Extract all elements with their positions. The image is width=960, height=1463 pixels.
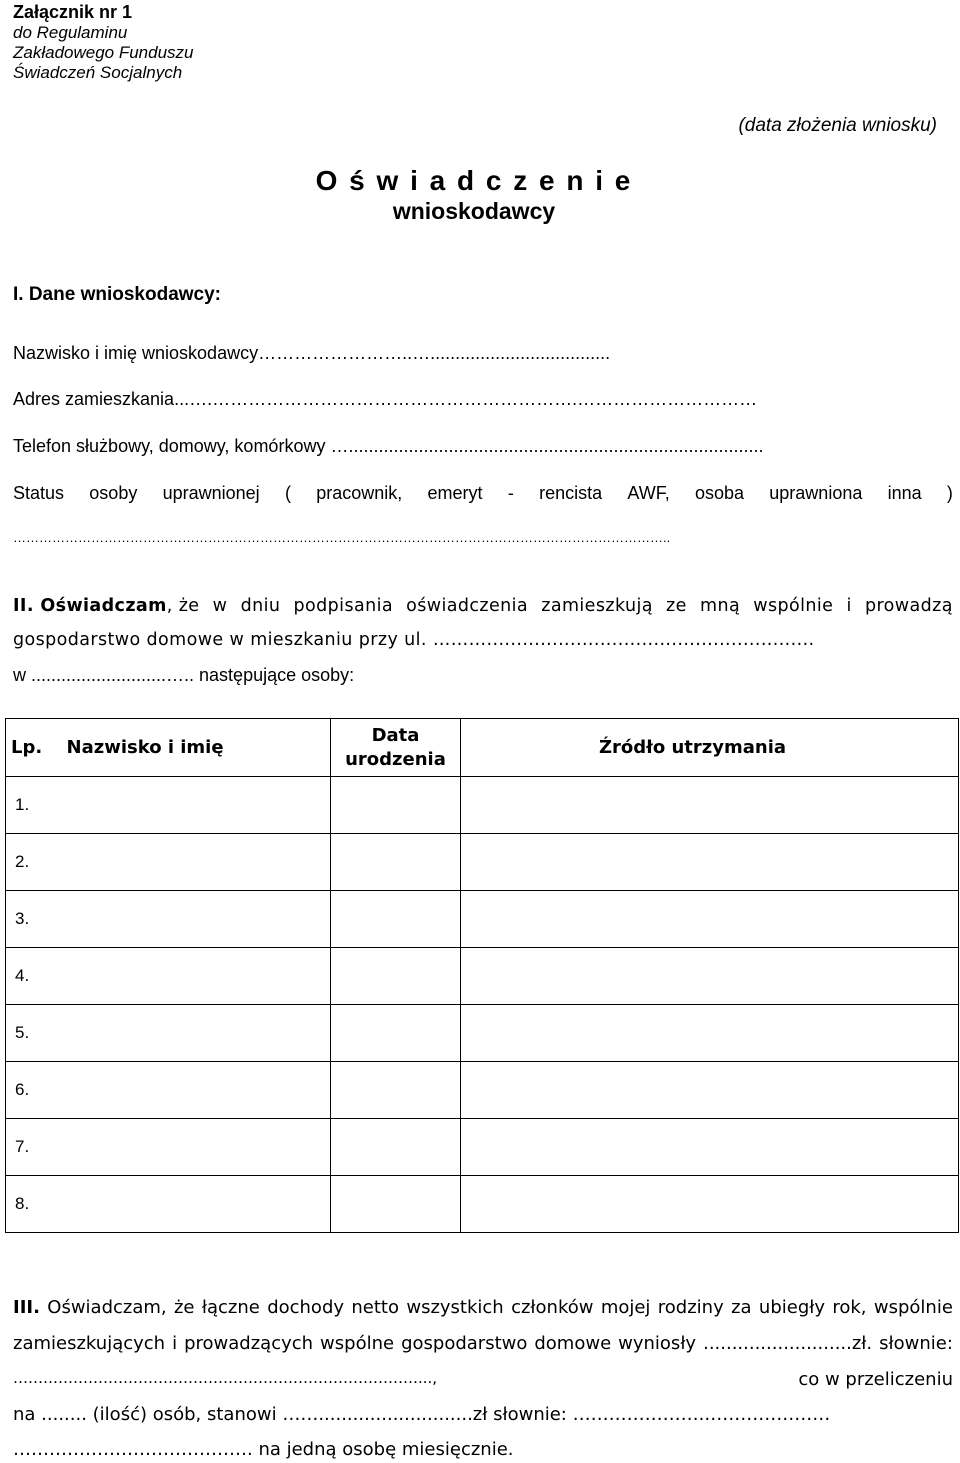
status-word: uprawniona: [769, 483, 863, 503]
s3-word: domowe: [534, 1333, 612, 1354]
s3-word: słownie:: [879, 1333, 953, 1354]
benefits-line: Świadczeń Socjalnych: [13, 63, 183, 82]
s2-word: wspólnie: [753, 596, 834, 616]
table-row: [6, 948, 959, 1005]
s3-word: gospodarstwo: [401, 1333, 528, 1354]
dob-cell[interactable]: [331, 1062, 461, 1119]
address-field[interactable]: Adres zamieszkania...….…………………………………………………….…………………………: [13, 389, 758, 409]
per-capita-text: co w przeliczeniu: [798, 1369, 953, 1390]
s3-word: wyniosły: [618, 1333, 697, 1354]
s3-word: zamieszkujących: [13, 1333, 166, 1354]
table-row: [6, 1005, 959, 1062]
status-word: (: [284, 483, 291, 503]
s2-word: ze: [666, 596, 687, 616]
name-cell[interactable]: [58, 1005, 331, 1062]
document-title: O ś w i a d c z e n i e: [315, 165, 633, 196]
regulation-line: do Regulaminu: [13, 23, 128, 42]
col-header-name: Nazwisko i imię: [58, 719, 331, 777]
table-header-row: [6, 719, 959, 777]
status-word: uprawnionej: [162, 483, 260, 503]
row-number: 7.: [6, 1119, 58, 1176]
attachment-number: Załącznik nr 1: [13, 2, 133, 22]
status-word: emeryt: [427, 483, 483, 503]
table-row: [6, 1062, 959, 1119]
s3-word: za: [731, 1297, 752, 1318]
section-2-line-1: [13, 596, 953, 616]
persons-count-field[interactable]: na ........ (ilość) osób, stanowi ……...........................zł słownie: ………………….…………………: [13, 1404, 831, 1425]
s3-word: netto: [351, 1297, 399, 1318]
status-word: inna: [887, 483, 922, 503]
s2-word: i: [846, 596, 852, 616]
date-label: (data złożenia wniosku): [738, 115, 937, 136]
section-3-heading: III.: [13, 1297, 40, 1318]
name-cell[interactable]: [58, 891, 331, 948]
col-header-income: Źródło utrzymania: [461, 719, 959, 777]
table-row: [6, 834, 959, 891]
section-1-heading: I. Dane wnioskodawcy:: [13, 284, 221, 305]
s2-word: oświadczenia: [406, 596, 529, 616]
fund-line: Zakładowego Funduszu: [13, 43, 194, 62]
s2-word: dniu: [240, 596, 281, 616]
applicant-name-field[interactable]: Nazwisko i imię wnioskodawcy……………………..…....................................: [13, 343, 611, 363]
status-word: osoba: [694, 483, 745, 503]
status-word: pracownik,: [316, 483, 403, 503]
name-cell[interactable]: [58, 948, 331, 1005]
name-cell[interactable]: [58, 1119, 331, 1176]
dob-cell[interactable]: [331, 1005, 461, 1062]
income-cell[interactable]: [461, 891, 959, 948]
s3-word: ubiegły: [758, 1297, 826, 1318]
section-3-line-1: [13, 1297, 953, 1318]
s2-word: podpisania: [293, 596, 393, 616]
s3-word: wspólnie: [873, 1297, 953, 1318]
s3-word: łączne: [201, 1297, 260, 1318]
dob-cell[interactable]: [331, 834, 461, 891]
status-word: Status: [13, 483, 65, 503]
status-line: [13, 483, 953, 504]
s2-word: w: [212, 596, 228, 616]
s3-word: mojej: [600, 1297, 651, 1318]
city-field[interactable]: w ...........................….. następujące osoby:: [13, 665, 355, 685]
income-cell[interactable]: [461, 1176, 959, 1233]
name-cell[interactable]: [58, 777, 331, 834]
col-header-dob-line2: urodzenia: [345, 748, 446, 770]
row-number: 1.: [6, 777, 58, 834]
dob-cell[interactable]: [331, 948, 461, 1005]
dob-cell[interactable]: [331, 777, 461, 834]
income-cell[interactable]: [461, 777, 959, 834]
s3-word: rok,: [832, 1297, 867, 1318]
s3-word: wszystkich: [406, 1297, 504, 1318]
income-total-field[interactable]: ..........................zł.: [703, 1333, 873, 1354]
section-3-line-2: [13, 1333, 953, 1354]
status-word: rencista: [539, 483, 603, 503]
section-2-heading: II. Oświadczam: [13, 596, 167, 616]
row-number: 5.: [6, 1005, 58, 1062]
col-header-lp: Lp.: [6, 719, 58, 777]
income-words-field[interactable]: ………………………………………………………………………...,: [13, 1369, 438, 1387]
status-dots-field[interactable]: ……………………………………………………………………………………………………………………………………..: [13, 530, 671, 545]
name-cell[interactable]: [58, 1062, 331, 1119]
dob-cell[interactable]: [331, 1176, 461, 1233]
s2-word: mną: [700, 596, 741, 616]
s3-word: wspólne: [320, 1333, 395, 1354]
phone-field[interactable]: Telefon służbowy, domowy, komórkowy …...................................................................................: [13, 436, 764, 456]
per-person-field[interactable]: …………………………………. na jedną osobę miesięcznie.: [13, 1439, 514, 1460]
s3-word: rodziny: [657, 1297, 724, 1318]
status-word: AWF,: [627, 483, 670, 503]
s3-word: dochody: [267, 1297, 345, 1318]
income-cell[interactable]: [461, 834, 959, 891]
name-cell[interactable]: [58, 1176, 331, 1233]
table-row: [6, 1119, 959, 1176]
income-cell[interactable]: [461, 1062, 959, 1119]
street-field[interactable]: gospodarstwo domowe w mieszkaniu przy ul. ……….......................................................: [13, 630, 815, 650]
table-row: [6, 891, 959, 948]
income-cell[interactable]: [461, 1005, 959, 1062]
s3-word: że: [173, 1297, 195, 1318]
dob-cell[interactable]: [331, 1119, 461, 1176]
row-number: 3.: [6, 891, 58, 948]
income-cell[interactable]: [461, 948, 959, 1005]
section-3-line-3: [13, 1369, 953, 1390]
row-number: 8.: [6, 1176, 58, 1233]
document-subtitle: wnioskodawcy: [392, 198, 556, 224]
table-row: [6, 777, 959, 834]
s2-word: , że: [166, 596, 200, 616]
s2-word: zamieszkują: [541, 596, 653, 616]
status-word: osoby: [89, 483, 138, 503]
status-word: ): [946, 483, 953, 503]
s3-word: Oświadczam,: [47, 1297, 167, 1318]
s2-word: prowadzą: [864, 596, 953, 616]
col-header-dob-line1: Data: [371, 724, 420, 746]
table-row: [6, 1176, 959, 1233]
row-number: 2.: [6, 834, 58, 891]
s3-word: członków: [511, 1297, 594, 1318]
s3-word: prowadzących: [184, 1333, 314, 1354]
row-number: 6.: [6, 1062, 58, 1119]
status-word: -: [507, 483, 514, 503]
income-cell[interactable]: [461, 1119, 959, 1176]
row-number: 4.: [6, 948, 58, 1005]
dob-cell[interactable]: [331, 891, 461, 948]
name-cell[interactable]: [58, 834, 331, 891]
s3-word: i: [172, 1333, 178, 1354]
household-members-table: [5, 718, 959, 1233]
col-header-dob: [331, 719, 461, 777]
